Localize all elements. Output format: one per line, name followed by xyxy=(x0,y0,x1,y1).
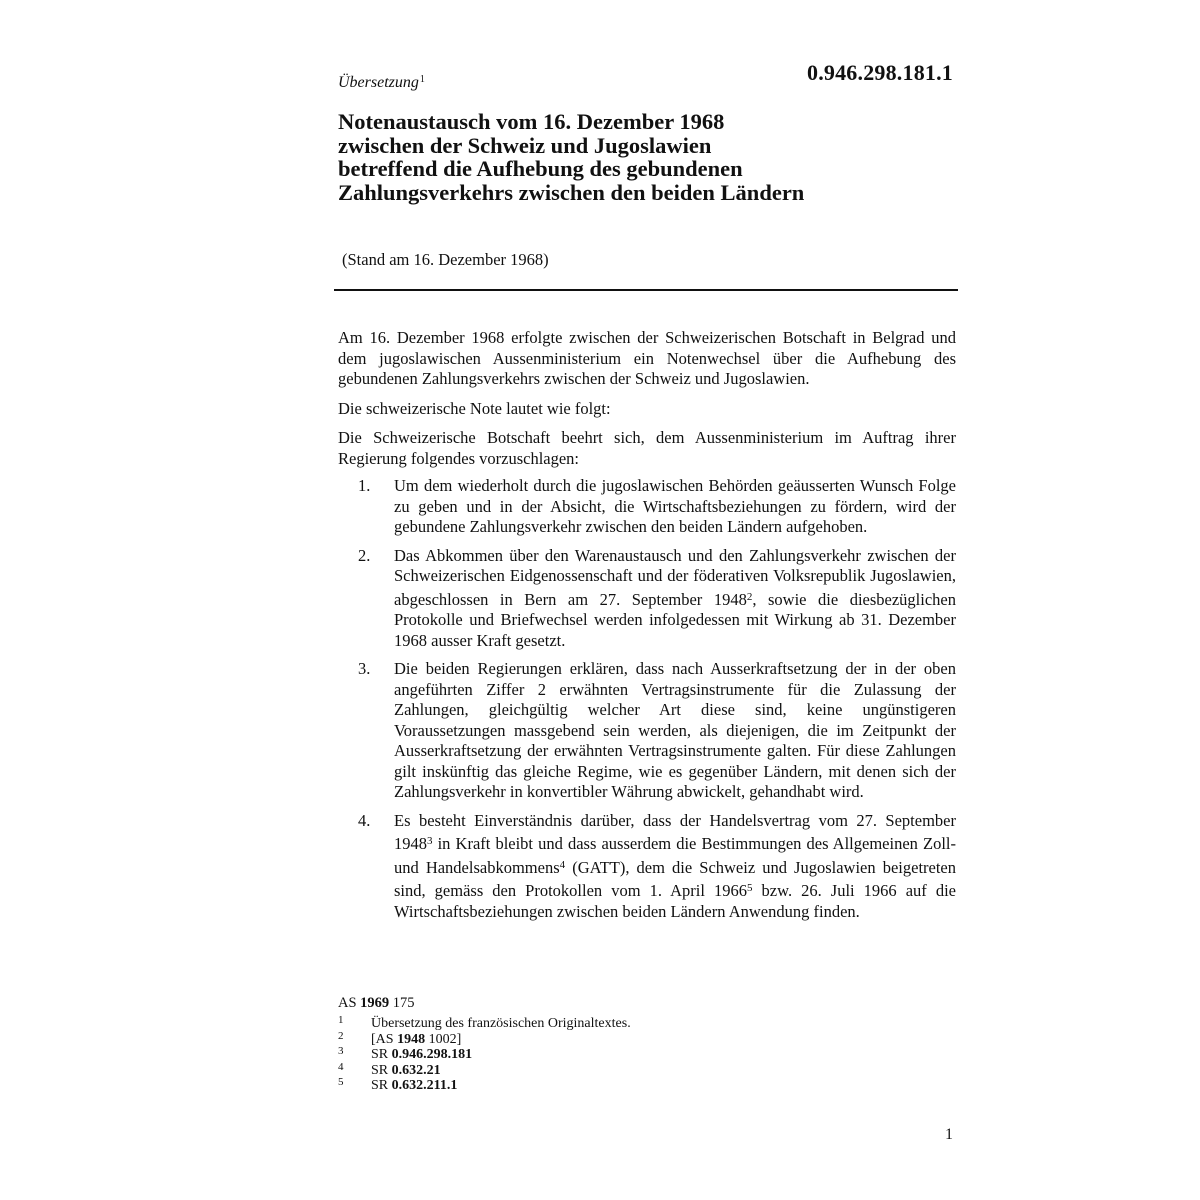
list-item-number: 4. xyxy=(358,810,371,830)
footnote-number: 3 xyxy=(338,1045,344,1057)
footnote xyxy=(338,1029,631,1048)
status-date: (Stand am 16. Dezember 1968) xyxy=(342,250,549,269)
header-divider xyxy=(334,289,958,291)
list-item-text-part: , sowie die diesbezüglichen Protokolle und Briefwechsel werden infolgedessen mit Wirkung ab 31. Dezember 1968 ausser Kraft gesetzt. xyxy=(394,589,956,650)
list-item-text-part: in Kraft bleibt und dass ausserdem die Bestimmungen des Allgemeinen Zoll- und Handelsabkommens xyxy=(394,834,956,877)
title-line-3: betreffend die Aufhebung des gebundenen xyxy=(338,156,743,181)
list-item-text xyxy=(394,811,956,921)
footnote-ref-3: 3 xyxy=(427,835,433,847)
list-item-number: 2. xyxy=(358,545,371,565)
footnote xyxy=(338,1016,631,1032)
footnote-text: SR xyxy=(371,1078,392,1093)
translation-text: Übersetzung xyxy=(338,74,419,91)
as-year: 1969 xyxy=(360,995,390,1011)
footnote-ref-4: 4 xyxy=(559,858,566,871)
footnote-text: SR xyxy=(371,1062,392,1078)
footnote-ref-1: 1 xyxy=(419,74,425,85)
footnote-ref-5: 5 xyxy=(746,882,753,894)
list-item xyxy=(338,659,956,803)
footnote-number: 1 xyxy=(338,1014,344,1026)
as-reference xyxy=(338,995,415,1012)
sr-number: 0.946.298.181.1 xyxy=(807,60,953,85)
footnote-bold: 0.632.211.1 xyxy=(391,1078,458,1093)
footnote-suffix: 1002] xyxy=(425,1031,462,1047)
footnotes xyxy=(338,1016,631,1094)
footnote-number: 2 xyxy=(338,1029,344,1042)
list-item xyxy=(338,811,956,923)
list-item-text: Die beiden Regierungen erklären, dass nach Ausserkraftsetzung der in der oben angeführten Ziffer 2 erwähnten Vertragsinstrumente für die Zulassung der Zahlungen, gleichgültig welcher Art diese sind, keine ungünstigeren Voraussetzungen massgebend sein werden, als diejenigen, die im Zeitpunkt der Ausserkraftsetzung der erwähnten Vertragsinstrumente galten. Für diese Zahlungen gilt inskünftig das gleiche Regime, wie es gegenüber Ländern, mit denen sich der Zahlungsverkehr in konvertibler Währung abwickelt, gehandhabt wird. xyxy=(394,659,956,801)
list-item-text-part: Es besteht Einverständnis darüber, dass der Handelsvertrag vom 27. September 1948 xyxy=(394,810,956,853)
footnote-bold: 0.632.21 xyxy=(391,1062,441,1078)
list-item-text-part: (GATT), dem die Schweiz und Jugoslawien beigetreten sind, gemäss den Protokollen vom 1. April 1966 xyxy=(394,857,956,900)
as-prefix: AS xyxy=(338,995,357,1011)
note-intro-paragraph: Die schweizerische Note lautet wie folgt: xyxy=(338,398,611,418)
list-item-text-part: Das Abkommen über den Warenaustausch und den Zahlungsverkehr zwischen der Schweizerischen Eidgenossenschaft und der föderativen Volksrepublik Jugoslawien, abgeschlossen in Bern am 27. September 1948 xyxy=(394,545,956,609)
page-number: 1 xyxy=(945,1126,953,1143)
list-item-number: 3. xyxy=(358,659,371,678)
footnote-text: Übersetzung des französischen Originaltextes. xyxy=(371,1016,631,1031)
list-item xyxy=(338,476,956,538)
list-item-number: 1. xyxy=(358,476,371,495)
list-item xyxy=(338,546,956,652)
intro-paragraph: Am 16. Dezember 1968 erfolgte zwischen der Schweizerischen Botschaft in Belgrad und dem jugoslawischen Aussenministerium ein Notenwechsel über die Aufhebung des gebundenen Zahlungsverkehrs zwischen der Schweiz und Jugoslawien. xyxy=(338,328,956,388)
title-line-2: zwischen der Schweiz und Jugoslawien xyxy=(338,132,712,158)
footnote-ref-2: 2 xyxy=(746,590,753,603)
list-item-text: Um dem wiederholt durch die jugoslawischen Behörden geäusserten Wunsch Folge zu geben und in der Absicht, die Wirtschaftsbeziehungen zu fördern, wird der gebundene Zahlungsverkehr zwischen den beiden Ländern aufgehoben. xyxy=(394,476,956,536)
translation-label xyxy=(338,74,425,92)
footnote xyxy=(338,1060,631,1079)
footnote-text: SR xyxy=(371,1047,392,1062)
document-body xyxy=(338,328,956,930)
as-page: 175 xyxy=(392,995,415,1011)
footnote xyxy=(338,1047,631,1063)
footnote-bold: 0.946.298.181 xyxy=(391,1047,473,1062)
footnote-number: 5 xyxy=(338,1076,344,1088)
document-title xyxy=(338,110,958,204)
footnote-text: [AS xyxy=(371,1031,398,1047)
list-item-text-part: bzw. 26. Juli 1966 auf die Wirtschaftsbeziehungen zwischen beiden Ländern Anwendung finden. xyxy=(394,881,956,921)
footnote xyxy=(338,1078,631,1094)
footnote-number: 4 xyxy=(338,1060,344,1073)
title-line-4: Zahlungsverkehrs zwischen den beiden Ländern xyxy=(338,179,805,205)
numbered-list xyxy=(338,476,956,922)
footnote-bold: 1948 xyxy=(397,1031,426,1047)
title-line-1: Notenaustausch vom 16. Dezember 1968 xyxy=(338,109,725,134)
proposal-paragraph: Die Schweizerische Botschaft beehrt sich, dem Aussenministerium im Auftrag ihrer Regierung folgendes vorzuschlagen: xyxy=(338,428,956,468)
list-item-text xyxy=(394,546,956,650)
